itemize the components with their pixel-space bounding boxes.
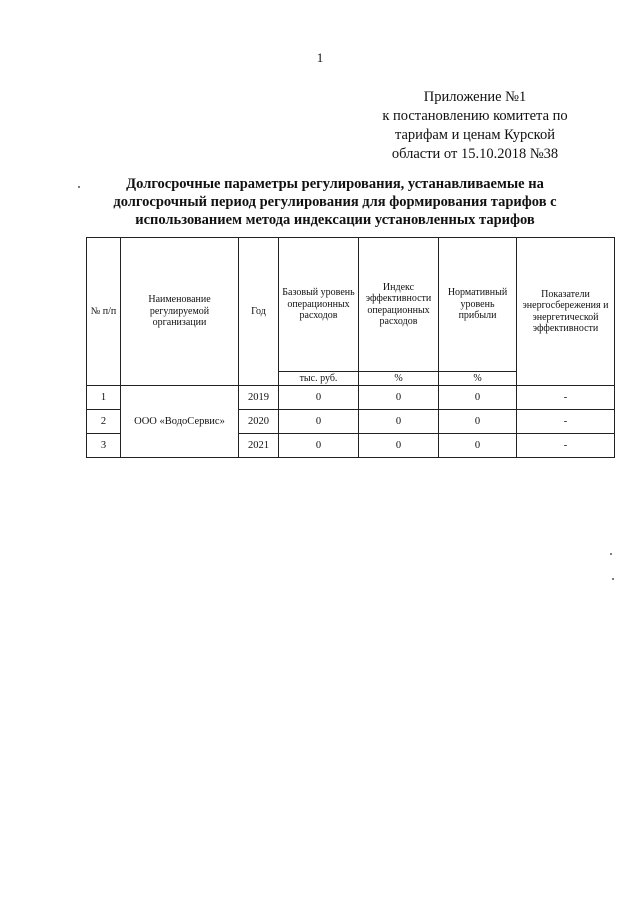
- row-profit: 0: [439, 434, 517, 458]
- unit-profit: %: [439, 372, 517, 386]
- page-number: 1: [316, 50, 324, 65]
- row-energy: -: [517, 410, 615, 434]
- header-profit-level: Нормативный уровень прибыли: [439, 238, 517, 372]
- row-num: 3: [87, 434, 121, 458]
- row-index: 0: [359, 386, 439, 410]
- table-row: [87, 386, 615, 410]
- parameters-table: [86, 237, 615, 458]
- row-base: 0: [279, 386, 359, 410]
- scan-speck: [612, 578, 614, 580]
- unit-base: тыс. руб.: [279, 372, 359, 386]
- row-profit: 0: [439, 386, 517, 410]
- row-base: 0: [279, 434, 359, 458]
- row-profit: 0: [439, 410, 517, 434]
- title-line: Долгосрочные параметры регулирования, устанавливаемые на: [126, 176, 544, 192]
- row-index: 0: [359, 410, 439, 434]
- header-efficiency-index: Индекс эффективности операционных расходов: [359, 238, 439, 372]
- scan-speck: [78, 186, 80, 188]
- title-line: использованием метода индексации установленных тарифов: [135, 212, 535, 228]
- row-num: 1: [87, 386, 121, 410]
- row-energy: -: [517, 386, 615, 410]
- row-year: 2020: [239, 410, 279, 434]
- row-index: 0: [359, 434, 439, 458]
- appendix-line: области от 15.10.2018 №38: [391, 146, 559, 162]
- row-base: 0: [279, 410, 359, 434]
- organization-name: ООО «ВодоСервис»: [121, 386, 239, 458]
- header-organization: Наименование регулируемой организации: [121, 238, 239, 386]
- header-row: [87, 238, 615, 372]
- header-year: Год: [239, 238, 279, 386]
- header-energy-indicators: Показатели энергосбережения и энергетической эффективности: [517, 238, 615, 386]
- appendix-line: Приложение №1: [423, 89, 527, 105]
- appendix-block: [360, 88, 590, 164]
- row-year: 2019: [239, 386, 279, 410]
- row-num: 2: [87, 410, 121, 434]
- unit-index: %: [359, 372, 439, 386]
- row-year: 2021: [239, 434, 279, 458]
- document-title: [85, 175, 585, 229]
- header-base-expenses: Базовый уровень операционных расходов: [279, 238, 359, 372]
- header-num: № п/п: [87, 238, 121, 386]
- appendix-line: тарифам и ценам Курской: [394, 127, 555, 143]
- appendix-line: к постановлению комитета по: [382, 108, 568, 124]
- title-line: долгосрочный период регулирования для формирования тарифов с: [113, 194, 557, 210]
- scan-speck: [610, 553, 612, 555]
- row-energy: -: [517, 434, 615, 458]
